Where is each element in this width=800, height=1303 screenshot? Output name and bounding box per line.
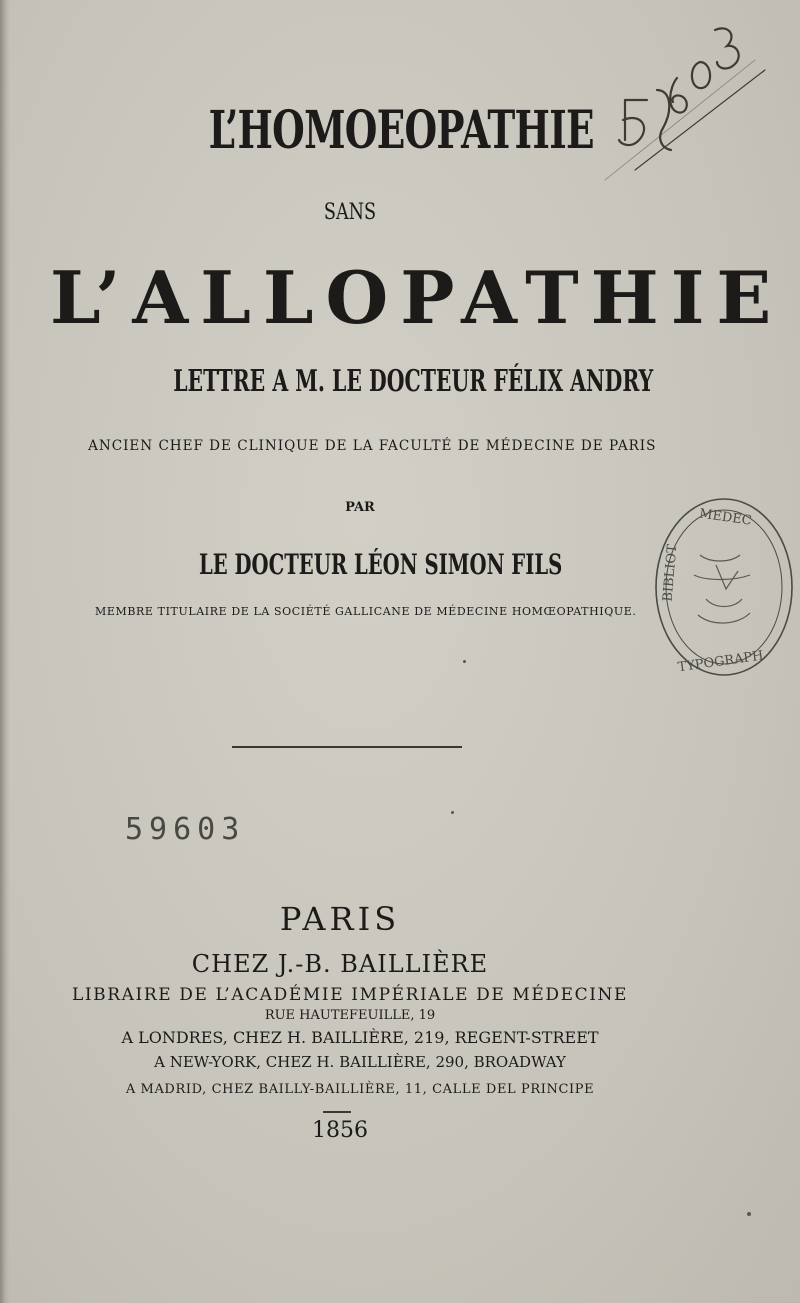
imprint-publisher-title: LIBRAIRE DE L’ACADÉMIE IMPÉRIALE DE MÉDECINE <box>71 985 629 1005</box>
library-number: 59603 <box>125 812 246 847</box>
imprint-year: 1856 <box>312 1118 368 1143</box>
library-stamp <box>650 495 798 695</box>
imprint-madrid: A MADRID, CHEZ BAILLY-BAILLIÈRE, 11, CALLE DEL PRINCIPE <box>125 1082 595 1097</box>
imprint-london: A LONDRES, CHEZ H. BAILLIÈRE, 219, REGENT-STREET <box>121 1028 599 1047</box>
by-word: PAR <box>345 500 375 515</box>
title-connector: SANS <box>323 200 377 225</box>
letter-dedication: LETTRE A M. LE DOCTEUR FÉLIX ANDRY <box>173 364 654 399</box>
title-line-2: L’ALLOPATHIE <box>50 255 784 340</box>
svg-text:MEDEC: MEDEC <box>698 506 753 529</box>
imprint-publisher: CHEZ J.-B. BAILLIÈRE <box>191 950 489 978</box>
author-name: LE DOCTEUR LÉON SIMON FILS <box>199 548 563 581</box>
svg-text:BIBLIOT: BIBLIOT <box>660 543 681 603</box>
year-rule <box>323 1111 351 1113</box>
page-edge-shadow <box>0 0 10 1303</box>
author-title: MEMBRE TITULAIRE DE LA SOCIÉTÉ GALLICANE DE MÉDECINE HOMŒOPATHIQUE. <box>95 605 637 618</box>
scan-speck <box>451 811 454 814</box>
imprint-city: PARIS <box>279 900 401 938</box>
recipient-title: ANCIEN CHEF DE CLINIQUE DE LA FACULTÉ DE MÉDECINE DE PARIS <box>88 438 657 454</box>
svg-text:TYPOGRAPH: TYPOGRAPH <box>676 648 765 676</box>
scan-speck <box>747 1212 751 1216</box>
imprint-new-york: A NEW-YORK, CHEZ H. BAILLIÈRE, 290, BROADWAY <box>154 1053 566 1071</box>
title-line-1: L’HOMOEOPATHIE <box>208 100 594 161</box>
divider-rule <box>232 746 462 748</box>
scan-speck <box>463 660 466 663</box>
imprint-address: RUE HAUTEFEUILLE, 19 <box>264 1008 436 1023</box>
